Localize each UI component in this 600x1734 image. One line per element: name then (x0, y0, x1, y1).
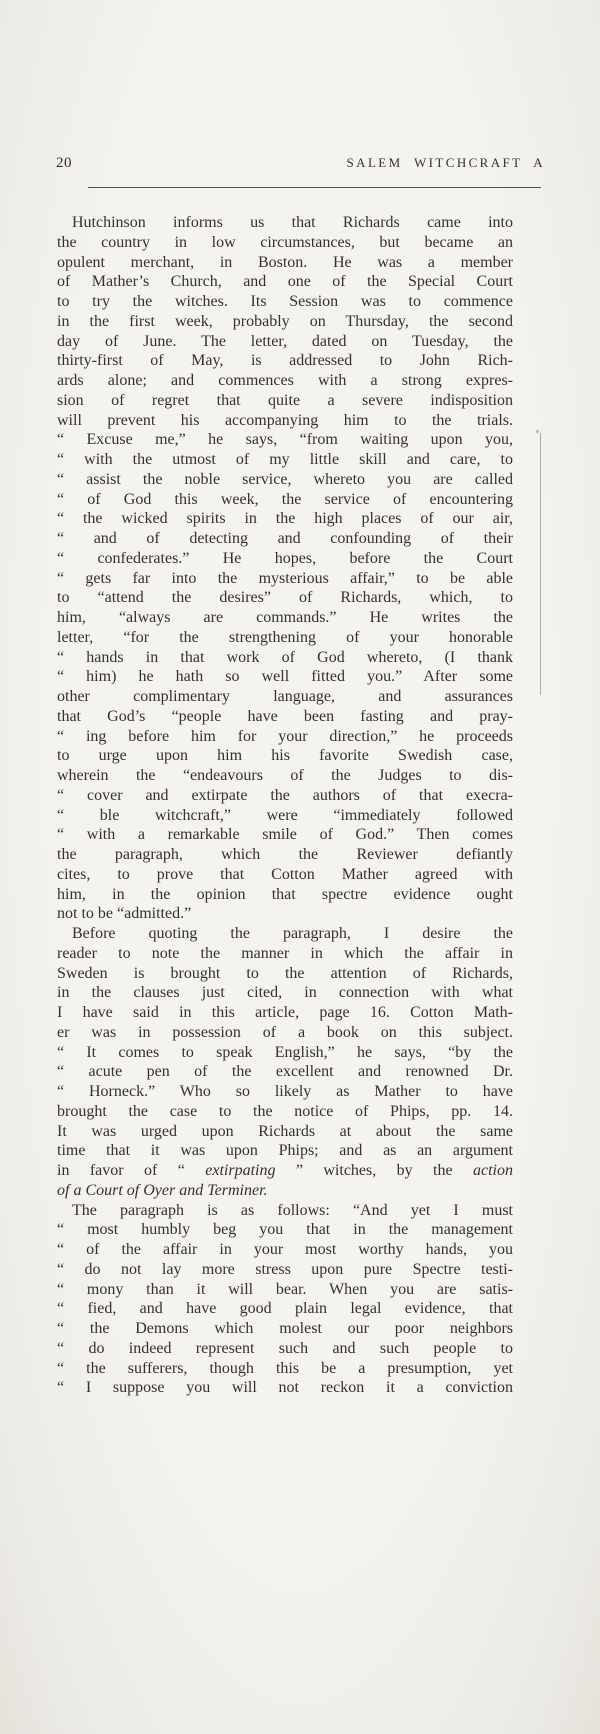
page-number: 20 (56, 155, 72, 171)
text-segment: wherein the “endeavours of the Judges to dis- (57, 767, 513, 784)
text-segment: of a Court of Oyer and Terminer. (57, 1181, 268, 1199)
text-segment: opulent merchant, in Boston. He was a member (57, 253, 513, 271)
text-line (57, 845, 513, 865)
text-segment: in the first week, probably on Thursday, the second (57, 312, 513, 330)
text-line (57, 1082, 513, 1102)
text-segment: er was in possession of a book on this subject. (57, 1023, 513, 1041)
page-header (56, 155, 545, 172)
text-line (57, 885, 513, 905)
text-line (57, 1122, 513, 1142)
text-segment: in the clauses just cited, in connection with what (57, 984, 513, 1002)
text-segment: “ do not lay more stress upon pure Spectre testi- (57, 1260, 513, 1278)
text-segment: to “attend the desires” of Richards, which, to (57, 589, 513, 607)
text-segment: reader to note the manner in which the affair in (57, 944, 513, 962)
text-segment: time that it was upon Phips; and as an argument (57, 1142, 513, 1160)
text-line (57, 213, 513, 233)
text-segment: “ him) he hath so well fitted you.” After some (57, 668, 513, 686)
text-line (57, 964, 513, 984)
text-line (57, 1319, 513, 1339)
text-segment: “ gets far into the mysterious affair,” to be able (57, 569, 513, 587)
text-line (57, 233, 513, 253)
text-line (57, 1181, 513, 1201)
text-line (57, 351, 513, 371)
text-segment: action (473, 1162, 513, 1179)
text-segment: to try the witches. Its Session was to commence (57, 293, 513, 310)
text-line (57, 806, 513, 826)
text-segment: letter, “for the strengthening of your honorable (57, 628, 513, 646)
text-segment: Before quoting the paragraph, I desire the (72, 925, 513, 942)
paragraph (57, 213, 513, 924)
text-line (57, 411, 513, 431)
text-line (57, 253, 513, 273)
text-line (57, 766, 513, 786)
header-rule (88, 187, 541, 188)
text-segment: The paragraph is as follows: “And yet I must (72, 1201, 513, 1219)
text-line (57, 1003, 513, 1023)
text-segment: “ fied, and have good plain legal evidence, that (57, 1300, 513, 1318)
text-segment: “ Excuse me,” he says, “from waiting upon you, (57, 431, 513, 449)
text-segment: sion of regret that quite a severe indisposition (57, 391, 513, 409)
text-segment: “ ble witchcraft,” were “immediately followed (57, 806, 513, 824)
text-line (57, 648, 513, 668)
text-line (57, 1141, 513, 1161)
text-segment: other complimentary language, and assurances (57, 688, 513, 705)
text-line (57, 1378, 513, 1398)
scan-artifact-line (540, 433, 541, 695)
text-segment: “ Horneck.” Who so likely as Mather to have (57, 1083, 513, 1100)
text-segment: him, “always are commands.” He writes the (57, 609, 513, 626)
text-segment: him, in the opinion that spectre evidence ought (57, 885, 513, 903)
text-segment: “ with the utmost of my little skill and care, to (57, 451, 513, 468)
text-line (57, 312, 513, 332)
text-line (57, 904, 513, 924)
text-segment: not to be “admitted.” (57, 905, 192, 923)
text-segment: “ the Demons which molest our poor neighbors (57, 1320, 513, 1337)
text-segment: “ most humbly beg you that in the management (57, 1221, 513, 1239)
text-line (57, 727, 513, 747)
text-segment: “ do indeed represent such and such people to (57, 1339, 513, 1357)
text-line (57, 628, 513, 648)
text-segment: day of June. The letter, dated on Tuesday, the (57, 332, 513, 350)
text-line (57, 1339, 513, 1359)
text-line (57, 450, 513, 470)
text-segment: “ confederates.” He hopes, before the Court (57, 549, 513, 567)
text-line (57, 371, 513, 391)
text-line (57, 667, 513, 687)
text-line (57, 272, 513, 292)
text-line (57, 509, 513, 529)
text-segment: thirty-first of May, is addressed to John Rich- (57, 352, 513, 370)
text-segment: “ ing before him for your direction,” he proceeds (57, 727, 513, 745)
text-segment: cites, to prove that Cotton Mather agreed with (57, 865, 513, 883)
text-line (57, 588, 513, 608)
paragraph (57, 924, 513, 1201)
text-line (57, 549, 513, 569)
text-line (57, 786, 513, 806)
text-segment: I have said in this article, page 16. Cotton Math- (57, 1004, 513, 1021)
text-line (57, 1043, 513, 1063)
text-line (57, 865, 513, 885)
text-line (57, 490, 513, 510)
text-line (57, 1023, 513, 1043)
text-segment: Hutchinson informs us that Richards came into (72, 214, 513, 231)
text-segment: in favor of “ (57, 1162, 206, 1179)
text-line (57, 983, 513, 1003)
text-segment: “ with a remarkable smile of God.” Then comes (57, 826, 513, 844)
text-segment: to urge upon him his favorite Swedish case, (57, 747, 513, 765)
text-line (57, 746, 513, 766)
text-line (57, 529, 513, 549)
text-line (57, 1201, 513, 1221)
text-segment: “ mony than it will bear. When you are satis- (57, 1280, 513, 1298)
text-line (57, 1220, 513, 1240)
text-line (57, 1102, 513, 1122)
text-line (57, 292, 513, 312)
text-segment: the paragraph, which the Reviewer defiantly (57, 846, 513, 863)
text-segment: ” witches, by the (275, 1162, 473, 1179)
text-segment: that God’s “people have been fasting and pray- (57, 707, 513, 725)
text-segment: “ It comes to speak English,” he says, “by the (57, 1043, 513, 1061)
text-line (57, 1260, 513, 1280)
text-segment: “ of God this week, the service of encountering (57, 490, 513, 508)
text-line (57, 430, 513, 450)
text-line (57, 1299, 513, 1319)
text-segment: ards alone; and commences with a strong expres- (57, 372, 513, 389)
paragraph (57, 1201, 513, 1399)
scan-artifact-speck (536, 430, 539, 433)
text-segment: “ I suppose you will not reckon it a conviction (57, 1379, 513, 1397)
text-line (57, 569, 513, 589)
text-segment: “ cover and extirpate the authors of that execra- (57, 786, 513, 804)
text-segment: “ assist the noble service, whereto you are called (57, 470, 513, 488)
text-line (57, 1359, 513, 1379)
text-segment: “ hands in that work of God whereto, (I thank (57, 648, 513, 666)
text-line (57, 332, 513, 352)
text-segment: “ of the affair in your most worthy hands, you (57, 1241, 513, 1258)
text-segment: It was urged upon Richards at about the same (57, 1122, 513, 1140)
text-line (57, 944, 513, 964)
text-line (57, 1161, 513, 1181)
text-segment: “ the sufferers, though this be a presumption, yet (57, 1359, 513, 1377)
text-line (57, 1240, 513, 1260)
page-body (57, 213, 513, 1398)
text-segment: of Mather’s Church, and one of the Special Court (57, 273, 513, 291)
text-line (57, 391, 513, 411)
text-line (57, 687, 513, 707)
text-line (57, 825, 513, 845)
text-line (57, 1062, 513, 1082)
text-segment: Sweden is brought to the attention of Richards, (57, 964, 513, 982)
text-segment: the country in low circumstances, but became an (57, 233, 513, 251)
text-segment: “ acute pen of the excellent and renowned Dr. (57, 1063, 513, 1081)
text-line (57, 608, 513, 628)
text-segment: will prevent his accompanying him to the trials. (57, 411, 513, 429)
text-segment: brought the case to the notice of Phips, pp. 14. (57, 1102, 513, 1120)
text-segment: “ and of detecting and confounding of their (57, 530, 513, 547)
running-title: SALEM WITCHCRAFT A (346, 155, 545, 170)
text-line (57, 924, 513, 944)
text-line (57, 707, 513, 727)
text-segment: “ the wicked spirits in the high places of our air, (57, 510, 513, 528)
text-line (57, 470, 513, 490)
text-segment: extirpating (205, 1162, 276, 1179)
text-line (57, 1280, 513, 1300)
